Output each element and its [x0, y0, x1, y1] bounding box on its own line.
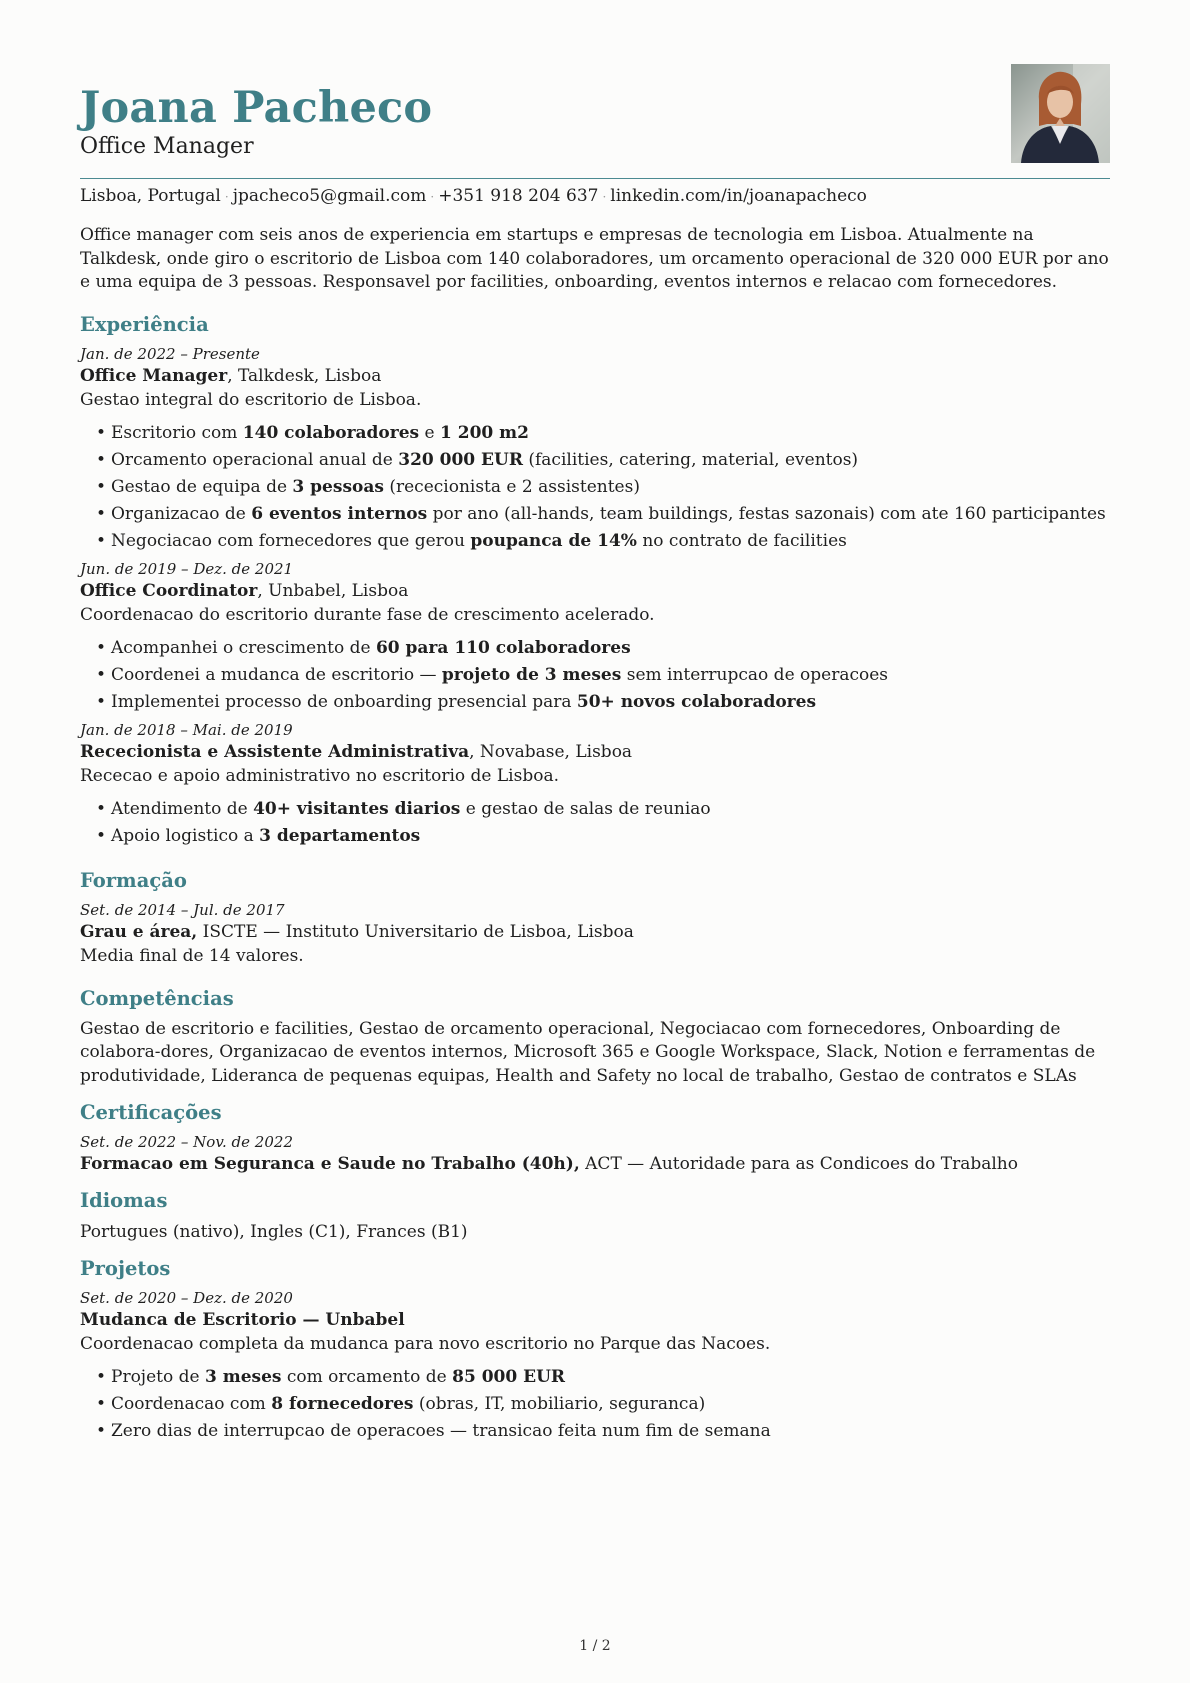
bullet-text: e gestao de salas de reuniao [460, 798, 711, 819]
contact-separator: · [224, 190, 229, 204]
project-name: Mudanca de Escritorio — Unbabel [80, 1310, 405, 1330]
job-position: Rececionista e Assistente Administrativa [80, 741, 470, 762]
skills-list: Gestao de escritorio e facilities, Gestao de orcamento operacional, Negociacao com fornecedores, Onboarding de colabora-dores, Organizacao de eventos internos, Microsoft 365 e Google Workspace, Slack, Notion e ferramentas de produtividade, Lideranca de pequenas equipas, Health and Safety no local de trabalho, Gestao de contratos e SLAs [80, 1018, 1096, 1086]
section-title-languages: Idiomas [80, 1189, 168, 1212]
bullet-item [80, 501, 1110, 528]
bullet-item [80, 635, 1110, 662]
bullet-item [80, 662, 1110, 689]
contact-linkedin[interactable]: linkedin.com/in/joanapacheco [610, 186, 867, 206]
job-bullets [80, 796, 1110, 850]
project-bullets [80, 1364, 1110, 1445]
profile-photo [1011, 64, 1110, 163]
certification-date: Set. de 2022 – Nov. de 2022 [80, 1133, 293, 1151]
bullet-text: com orcamento de [281, 1367, 453, 1387]
bullet-text: Coordenacao com [111, 1394, 272, 1414]
job-entry [80, 720, 1110, 850]
contact-line [80, 184, 867, 209]
education-degree: Grau e área, [80, 921, 198, 942]
bullet-text: Atendimento de [111, 798, 254, 819]
job-heading [80, 740, 1110, 764]
project-heading [80, 1308, 1110, 1332]
education-school: ISCTE — Instituto Universitario de Lisboa, Lisboa [197, 921, 634, 942]
profile-summary: Office manager com seis anos de experiencia em startups e empresas de tecnologia em Lisboa. Atualmente na Talkdesk, onde giro o escritorio de Lisboa com 140 colaboradores, um orcamento operacional de 320 000 EUR por ano e uma equipa de 3 pessoas. Responsavel por facilities, onboarding, eventos internos e relacao com fornecedores. [80, 225, 1109, 292]
contact-phone[interactable]: +351 918 204 637 [438, 186, 599, 206]
job-bullets [80, 635, 1110, 716]
languages-list: Portugues (nativo), Ingles (C1), Frances (B1) [80, 1222, 468, 1242]
section-title-certifications: Certificações [80, 1101, 222, 1124]
bullet-highlight: 85 000 EUR [452, 1367, 566, 1387]
bullet-text: Gestao de equipa de [111, 476, 293, 497]
bullet-item [80, 474, 1110, 501]
job-description: Gestao integral do escritorio de Lisboa. [80, 389, 422, 410]
contact-separator: · [430, 190, 435, 204]
header-divider [80, 178, 1110, 179]
job-date: Jun. de 2019 – Dez. de 2021 [80, 559, 294, 578]
job-position: Office Coordinator [80, 580, 258, 601]
bullet-item [80, 420, 1110, 447]
bullet-text: (rececionista e 2 assistentes) [383, 476, 640, 497]
bullet-item [80, 823, 1110, 850]
contact-email[interactable]: jpacheco5@gmail.com [232, 186, 427, 206]
bullet-highlight: poupanca de 14% [470, 530, 637, 551]
project-date: Set. de 2020 – Dez. de 2020 [80, 1289, 293, 1307]
bullet-text: Zero dias de interrupcao de operacoes — transicao feita num fim de semana [111, 1421, 771, 1441]
bullet-highlight: 60 para 110 colaboradores [375, 637, 631, 658]
profile-photo-image [1011, 64, 1110, 163]
bullet-text: Orcamento operacional anual de [111, 449, 399, 470]
bullet-text: Coordenei a mudanca de escritorio — [111, 664, 442, 685]
bullet-text: Acompanhei o crescimento de [111, 637, 376, 658]
bullet-item [80, 447, 1110, 474]
bullet-item [80, 1418, 1110, 1445]
bullet-item [80, 796, 1110, 823]
bullet-highlight: 8 fornecedores [271, 1394, 414, 1414]
job-position: Office Manager [80, 365, 228, 386]
bullet-highlight: 50+ novos colaboradores [576, 691, 817, 712]
certification-name: Formacao em Seguranca e Saude no Trabalho (40h), [80, 1154, 580, 1174]
contact-location: Lisboa, Portugal [80, 186, 221, 206]
job-heading [80, 364, 1110, 388]
bullet-text: Implementei processo de onboarding presencial para [111, 691, 577, 712]
bullet-highlight: 1 200 m2 [440, 422, 529, 443]
education-heading [80, 920, 1110, 944]
bullet-text: (obras, IT, mobiliario, seguranca) [413, 1394, 706, 1414]
project-description: Coordenacao completa da mudanca para novo escritorio no Parque das Nacoes. [80, 1334, 771, 1354]
job-organization: , Unbabel, Lisboa [257, 580, 409, 601]
job-description: Coordenacao do escritorio durante fase de crescimento acelerado. [80, 604, 655, 625]
bullet-item [80, 528, 1110, 555]
bullet-item [80, 689, 1110, 716]
bullet-text: Negociacao com fornecedores que gerou [111, 530, 471, 551]
job-bullets [80, 420, 1110, 555]
bullet-highlight: 3 meses [204, 1367, 282, 1387]
job-description: Rececao e apoio administrativo no escritorio de Lisboa. [80, 765, 559, 786]
section-title-education: Formação [80, 868, 187, 892]
education-note: Media final de 14 valores. [80, 945, 304, 966]
job-entry [80, 559, 1110, 716]
bullet-item [80, 1364, 1110, 1391]
contact-separator: · [602, 190, 607, 204]
candidate-name: Joana Pacheco [80, 83, 433, 133]
bullet-highlight: 140 colaboradores [242, 422, 420, 443]
section-title-projects: Projetos [80, 1257, 171, 1280]
bullet-highlight: 320 000 EUR [398, 449, 523, 470]
bullet-highlight: projeto de 3 meses [441, 664, 622, 685]
candidate-role: Office Manager [80, 134, 254, 159]
job-date: Jan. de 2018 – Mai. de 2019 [80, 720, 293, 739]
bullet-text: Apoio logistico a [111, 825, 260, 846]
bullet-text: Organizacao de [111, 503, 252, 524]
bullet-item [80, 1391, 1110, 1418]
bullet-highlight: 3 pessoas [292, 476, 384, 497]
job-organization: , Talkdesk, Lisboa [227, 365, 382, 386]
section-title-experience: Experiência [80, 312, 209, 336]
certification-issuer: ACT — Autoridade para as Condicoes do Trabalho [579, 1154, 1018, 1174]
bullet-text: Projeto de [111, 1367, 205, 1387]
bullet-text: e [419, 422, 440, 443]
job-entry [80, 344, 1110, 555]
certification-heading [80, 1152, 1110, 1176]
bullet-highlight: 40+ visitantes diarios [253, 798, 461, 819]
job-heading [80, 579, 1110, 603]
job-date: Jan. de 2022 – Presente [80, 344, 260, 363]
education-date: Set. de 2014 – Jul. de 2017 [80, 900, 285, 919]
page-number: 1 / 2 [579, 1638, 611, 1654]
section-title-skills: Competências [80, 986, 234, 1010]
job-organization: , Novabase, Lisboa [469, 741, 633, 762]
bullet-text: (facilities, catering, material, eventos) [522, 449, 859, 470]
bullet-highlight: 3 departamentos [259, 825, 421, 846]
bullet-text: sem interrupcao de operacoes [621, 664, 889, 685]
bullet-text: no contrato de facilities [636, 530, 847, 551]
bullet-text: Escritorio com [111, 422, 243, 443]
bullet-highlight: 6 eventos internos [251, 503, 428, 524]
resume-body [80, 224, 1110, 1449]
bullet-text: por ano (all-hands, team buildings, festas sazonais) com ate 160 participantes [427, 503, 1106, 524]
